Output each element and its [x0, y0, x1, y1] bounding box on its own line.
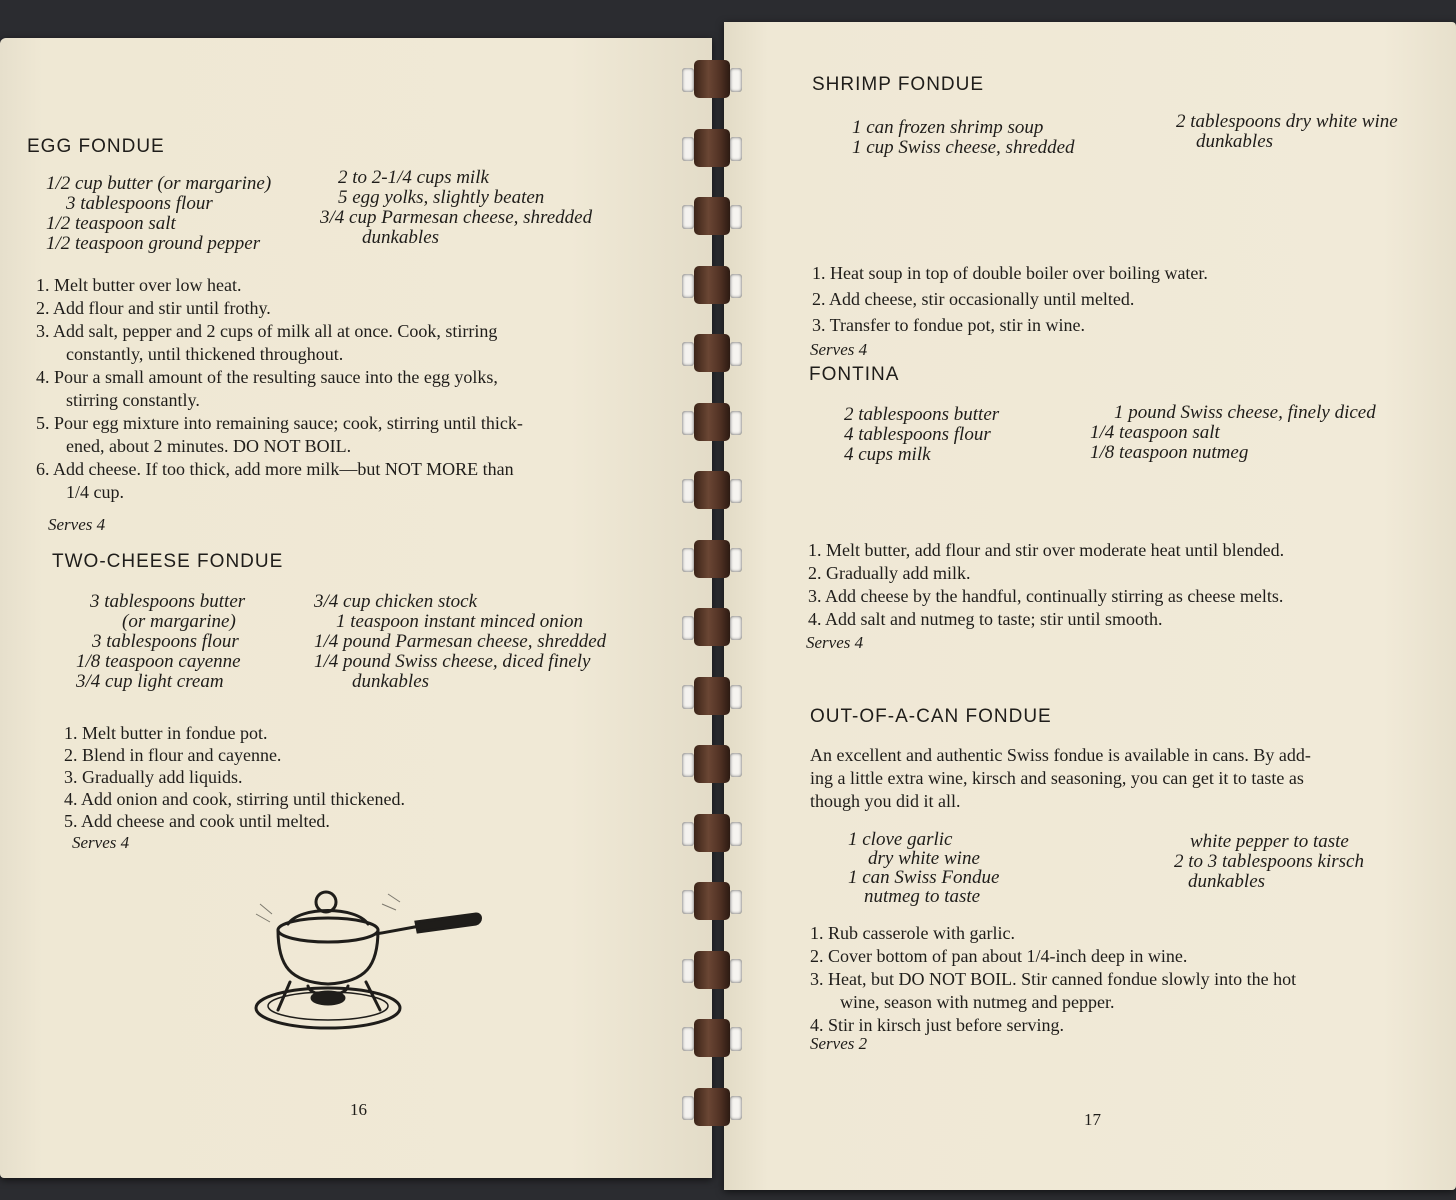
- step: 2. Add cheese, stir occasionally until melted.: [812, 289, 1135, 309]
- step: 1. Rub casserole with garlic.: [810, 923, 1015, 943]
- step: 6. Add cheese. If too thick, add more milk—but NOT MORE than: [36, 459, 514, 479]
- step: 3. Transfer to fondue pot, stir in wine.: [812, 315, 1085, 335]
- page-number-right: 17: [1084, 1110, 1101, 1129]
- ingredients-two-cheese-a: 3 tablespoons butter (or margarine) 3 tablespoons flour 1/8 teaspoon cayenne 3/4 cup light cream: [76, 591, 246, 692]
- step: 3. Add salt, pepper and 2 cups of milk all at once. Cook, stirring: [36, 321, 498, 341]
- step: 2. Add flour and stir until frothy.: [36, 298, 271, 318]
- steps-two-cheese: [64, 722, 405, 832]
- step: 2. Cover bottom of pan about 1/4-inch deep in wine.: [810, 946, 1188, 966]
- step: 3. Gradually add liquids.: [64, 767, 243, 787]
- step: 1. Heat soup in top of double boiler over boiling water.: [812, 263, 1208, 283]
- ingredients-out-of-a-can-a: 1 clove garlic dry white wine 1 can Swiss Fondue nutmeg to taste: [848, 829, 1000, 907]
- ingredients-fontina-a: 2 tablespoons butter 4 tablespoons flour 4 cups milk: [844, 404, 1000, 465]
- step: 5. Add cheese and cook until melted.: [64, 811, 330, 831]
- spiral-coil: [680, 195, 746, 237]
- steps-fontina: [808, 539, 1284, 631]
- spiral-coil: [680, 949, 746, 991]
- spiral-coil: [680, 675, 746, 717]
- ingredients-egg-fondue-a: 1/2 cup butter (or margarine) 3 tablespoons flour 1/2 teaspoon salt 1/2 teaspoon ground pepper: [46, 173, 272, 254]
- step: 1. Melt butter, add flour and stir over moderate heat until blended.: [808, 540, 1285, 560]
- step: 4. Add onion and cook, stirring until thickened.: [64, 789, 405, 809]
- step: 5. Pour egg mixture into remaining sauce; cook, stirring until thick-: [36, 413, 523, 433]
- serves-two-cheese: Serves 4: [72, 833, 130, 852]
- ingredients-shrimp-a: 1 can frozen shrimp soup 1 cup Swiss cheese, shredded: [852, 117, 1075, 158]
- step: 4. Stir in kirsch just before serving.: [810, 1015, 1064, 1035]
- spiral-coil: [680, 880, 746, 922]
- page-number-left: 16: [350, 1100, 367, 1119]
- step: 2. Blend in flour and cayenne.: [64, 745, 282, 765]
- step: 4. Pour a small amount of the resulting sauce into the egg yolks,: [36, 367, 498, 387]
- recipe-title-out-of-a-can-fondue: OUT-OF-A-CAN FONDUE: [810, 706, 1052, 727]
- step: 1/4 cup.: [66, 482, 124, 502]
- left-page: [0, 38, 712, 1178]
- step: 2. Gradually add milk.: [808, 563, 971, 583]
- ingredients-out-of-a-can-b: white pepper to taste 2 to 3 tablespoons kirsch dunkables: [1174, 831, 1364, 892]
- steps-egg-fondue: [36, 274, 523, 504]
- serves-shrimp: Serves 4: [810, 340, 868, 359]
- serves-fontina: Serves 4: [806, 633, 864, 652]
- spiral-coil: [680, 538, 746, 580]
- serves-out-of-a-can: Serves 2: [810, 1034, 868, 1053]
- spiral-coil: [680, 58, 746, 100]
- steps-shrimp: [812, 260, 1208, 338]
- recipe-title-shrimp-fondue: SHRIMP FONDUE: [812, 74, 985, 95]
- ingredients-two-cheese-b: 3/4 cup chicken stock 1 teaspoon instant minced onion 1/4 pound Parmesan cheese, shredded 1/4 pound Swiss cheese, diced finely dunkables: [314, 591, 607, 692]
- spiral-binding: [680, 58, 752, 1168]
- spiral-coil: [680, 127, 746, 169]
- ingredients-egg-fondue-b: 2 to 2-1/4 cups milk 5 egg yolks, slightly beaten 3/4 cup Parmesan cheese, shredded dunkables: [320, 167, 593, 248]
- recipe-title-egg-fondue: EGG FONDUE: [27, 136, 165, 157]
- step: 4. Add salt and nutmeg to taste; stir until smooth.: [808, 609, 1163, 629]
- recipe-title-two-cheese-fondue: TWO-CHEESE FONDUE: [52, 551, 284, 572]
- step: 3. Heat, but DO NOT BOIL. Stir canned fondue slowly into the hot: [810, 969, 1297, 989]
- spiral-coil: [680, 743, 746, 785]
- step: ened, about 2 minutes. DO NOT BOIL.: [66, 436, 352, 456]
- fondue-pot-icon: [250, 886, 490, 1051]
- ingredients-fontina-b: 1 pound Swiss cheese, finely diced 1/4 teaspoon salt 1/8 teaspoon nutmeg: [1090, 402, 1376, 463]
- spiral-coil: [680, 332, 746, 374]
- step: stirring constantly.: [66, 390, 200, 410]
- serves-egg-fondue: Serves 4: [48, 515, 106, 534]
- step: 3. Add cheese by the handful, continually stirring as cheese melts.: [808, 586, 1284, 606]
- intro-out-of-a-can: An excellent and authentic Swiss fondue is available in cans. By add- ing a little extra wine, kirsch and seasoning, you can get it to taste as though you did it all.: [810, 745, 1311, 811]
- step: 1. Melt butter over low heat.: [36, 275, 242, 295]
- recipe-title-fontina: FONTINA: [809, 364, 900, 385]
- step: 1. Melt butter in fondue pot.: [64, 723, 268, 743]
- spiral-coil: [680, 264, 746, 306]
- spiral-coil: [680, 469, 746, 511]
- spiral-coil: [680, 401, 746, 443]
- ingredients-shrimp-b: 2 tablespoons dry white wine dunkables: [1176, 111, 1398, 152]
- step: constantly, until thickened throughout.: [66, 344, 344, 364]
- right-page: [724, 22, 1456, 1190]
- spiral-coil: [680, 1086, 746, 1128]
- step: wine, season with nutmeg and pepper.: [840, 992, 1115, 1012]
- spiral-coil: [680, 1017, 746, 1059]
- spiral-coil: [680, 812, 746, 854]
- steps-out-of-a-can: [810, 922, 1296, 1037]
- spiral-coil: [680, 606, 746, 648]
